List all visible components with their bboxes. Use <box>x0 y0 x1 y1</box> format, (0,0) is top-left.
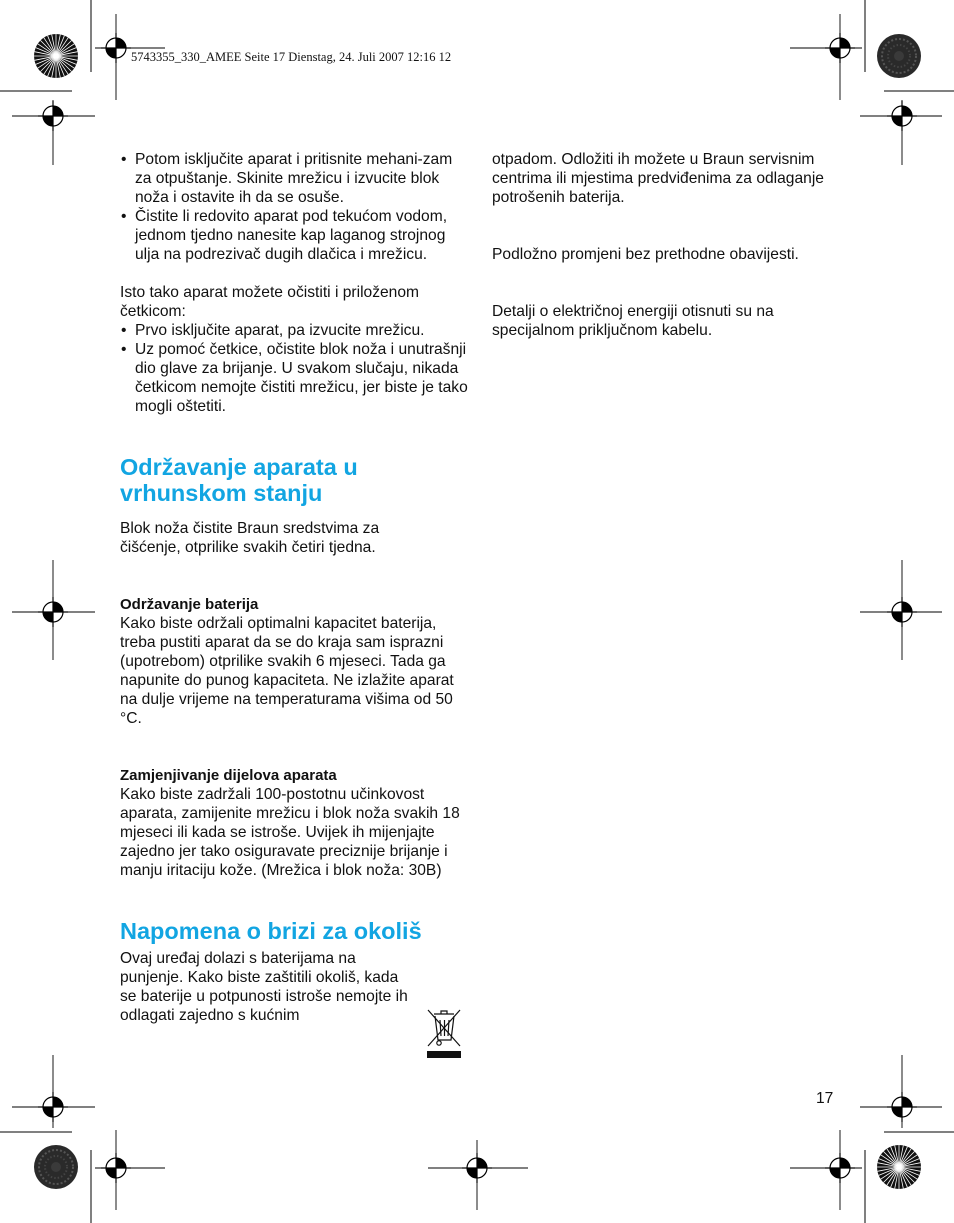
registration-crosshair-icon <box>96 1148 136 1188</box>
color-calibration-disc-icon <box>32 1143 80 1191</box>
notice-text: Podložno promjeni bez prethodne obavijesti. <box>492 246 799 263</box>
electric-text: Detalji o električnoj energiji otisnuti su na specijalnom priključnom kabelu. <box>492 303 774 339</box>
list-item: • Potom isključite aparat i pritisnite mehani-zam za otpuštanje. Skinite mrežicu i izvucite blok noža i ostavite ih da se osuše. <box>120 150 470 207</box>
registration-crosshair-icon <box>882 1087 922 1127</box>
page-number: 17 <box>816 1090 834 1107</box>
color-calibration-disc-icon <box>875 1143 923 1191</box>
color-calibration-disc-icon <box>875 32 923 80</box>
registration-crosshair-icon <box>882 96 922 136</box>
print-header: 5743355_330_AMEE Seite 17 Dienstag, 24. Juli 2007 12:16 12 <box>131 50 452 64</box>
parts-subheading: Zamjenjivanje dijelova aparata <box>120 767 337 784</box>
registration-crosshair-icon <box>882 592 922 632</box>
registration-crosshair-icon <box>457 1148 497 1188</box>
heading-environment: Napomena o brizi za okoliš <box>120 918 422 944</box>
environment-text: Ovaj uređaj dolazi s baterijama na punjenje. Kako biste zaštitili okoliš, kada se baterije u potpunosti istroše nemojte ih odlagati zajedno s kućnim <box>120 950 408 1024</box>
registration-crosshair-icon <box>33 1087 73 1127</box>
disposal-text: otpadom. Odložiti ih možete u Braun servisnim centrima ili mjestima predviđenima za odlaganje potrošenih baterija. <box>492 151 824 206</box>
parts-text: Kako biste zadržali 100-postotnu učinkovost aparata, zamijenite mrežicu i blok noža svakih 18 mjeseci ili kada se istroše. Uvijek ih mijenjajte zajedno jer tako osiguravate preciznije brijanje i manju iritaciju kože. (Mrežica i blok noža: 30B) <box>120 786 460 879</box>
battery-text: Kako biste održali optimalni kapacitet baterija, treba pustiti aparat da se do kraja sam isprazni (upotrebom) otprilike svakih 6 mjeseci. Tada ga napunite do punog kapaciteta. Ne izlažite aparat na dulje vrijeme na temperaturama višima od 50 °C. <box>120 615 454 727</box>
list-item: • Prvo isključite aparat, pa izvucite mrežicu. <box>120 321 470 340</box>
list-item: • Uz pomoć četkice, očistite blok noža i unutrašnji dio glave za brijanje. U svakom slučaju, nikada četkicom nemojte čistiti mrežicu, jer biste je tako mogli oštetiti. <box>120 340 470 416</box>
registration-crosshair-icon <box>820 28 860 68</box>
list-item: • Čistite li redovito aparat pod tekućom vodom, jednom tjedno nanesite kap laganog strojnog ulja na podrezivač dugih dlačica i mrežicu. <box>120 207 470 264</box>
registration-crosshair-icon <box>33 96 73 136</box>
crossed-out-wheelie-bin-icon <box>425 1006 463 1060</box>
left-column <box>120 150 470 1025</box>
maintenance-text: Blok noža čistite Braun sredstvima za čišćenje, otprilike svakih četiri tjedna. <box>120 520 380 556</box>
cleaning-steps-list <box>120 150 470 264</box>
brush-steps-list <box>120 321 470 416</box>
registration-crosshair-icon <box>33 592 73 632</box>
battery-subheading: Održavanje baterija <box>120 596 259 613</box>
color-calibration-disc-icon <box>32 32 80 80</box>
registration-crosshair-icon <box>96 28 136 68</box>
brush-intro: Isto tako aparat možete očistiti i priloženom četkicom: <box>120 284 420 320</box>
right-column <box>492 150 842 340</box>
registration-crosshair-icon <box>820 1148 860 1188</box>
heading-maintenance: Održavanje aparata u vrhunskom stanju <box>120 454 358 506</box>
